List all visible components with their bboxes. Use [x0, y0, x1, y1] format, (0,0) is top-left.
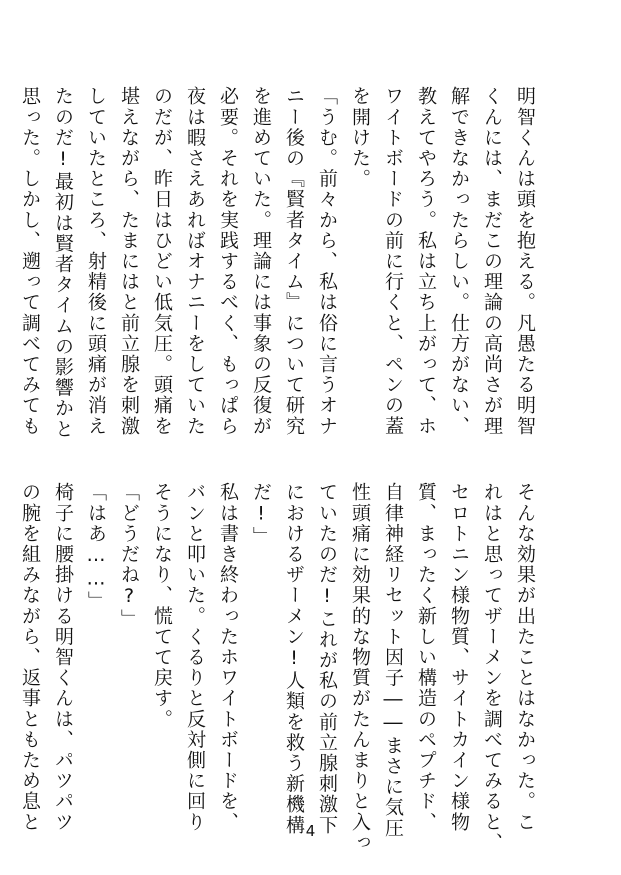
text-column: 教えてやろう。私は立ち上がって、ホ	[415, 86, 437, 437]
text-column: 夜は暇さえあればオナニーをしていた	[184, 86, 206, 437]
text-column: 性頭痛に効果的な物質がたんまりと入っ	[349, 482, 371, 853]
text-column: セロトニン様物質、サイトカイン様物	[448, 482, 470, 833]
text-column: くんには、まだこの理論の高尚さが理	[481, 86, 503, 437]
text-column: そんな効果が出たことはなかった。こ	[514, 482, 536, 833]
text-column: を開けた。	[349, 86, 371, 189]
text-column: 「はあ……」	[85, 482, 107, 612]
text-column: におけるザーメン!人類を救う新機構	[283, 482, 305, 836]
text-column: 私は書き終わったホワイトボードを、	[217, 482, 239, 833]
text-column: 明智くんは頭を抱える。凡愚たる明智	[514, 86, 536, 437]
top-text-block	[13, 86, 541, 440]
text-column: 解できなかったらしい。仕方がない、	[448, 86, 470, 437]
text-column: そうになり、慌てて戻す。	[151, 482, 173, 730]
text-column: していたところ、射精後に頭痛が消え	[85, 86, 107, 437]
text-column: ワイトボードの前に行くと、ペンの蓋	[382, 86, 404, 437]
text-column: ニー後の『賢者タイム』について研究	[283, 86, 305, 437]
text-column: れはと思ってザーメンを調べてみると、	[481, 482, 503, 853]
page-number: 4	[305, 822, 316, 840]
text-column: だ!」	[250, 482, 272, 547]
text-column: を進めていた。理論には事象の反復が	[250, 86, 272, 437]
text-column: 「どうだね?」	[118, 482, 140, 630]
text-column: 「うむ。前々から、私は俗に言うオナ	[316, 86, 338, 437]
text-column: 必要。それを実践するべく、もっぱら	[217, 86, 239, 437]
text-column: の腕を組みながら、返事ともため息と	[19, 482, 41, 833]
text-column: 思った。しかし、遡って調べてみても	[19, 86, 41, 437]
text-column: たのだ!最初は賢者タイムの影響かと	[52, 86, 74, 440]
text-column: 自律神経リセット因子――まさに気圧	[382, 482, 404, 839]
text-column: のだが、昨日はひどい低気圧。頭痛を	[151, 86, 173, 437]
text-column: 堪えながら、たまにはと前立腺を刺激	[118, 86, 140, 437]
text-column: 椅子に腰掛ける明智くんは、パツパツ	[52, 482, 74, 833]
text-column: バンと叩いた。くるりと反対側に回り	[184, 482, 206, 833]
bottom-text-block	[13, 482, 541, 853]
text-column: 質、まったく新しい構造のペプチド、	[415, 482, 437, 833]
text-column: ていたのだ!これが私の前立腺刺激下	[316, 482, 338, 836]
